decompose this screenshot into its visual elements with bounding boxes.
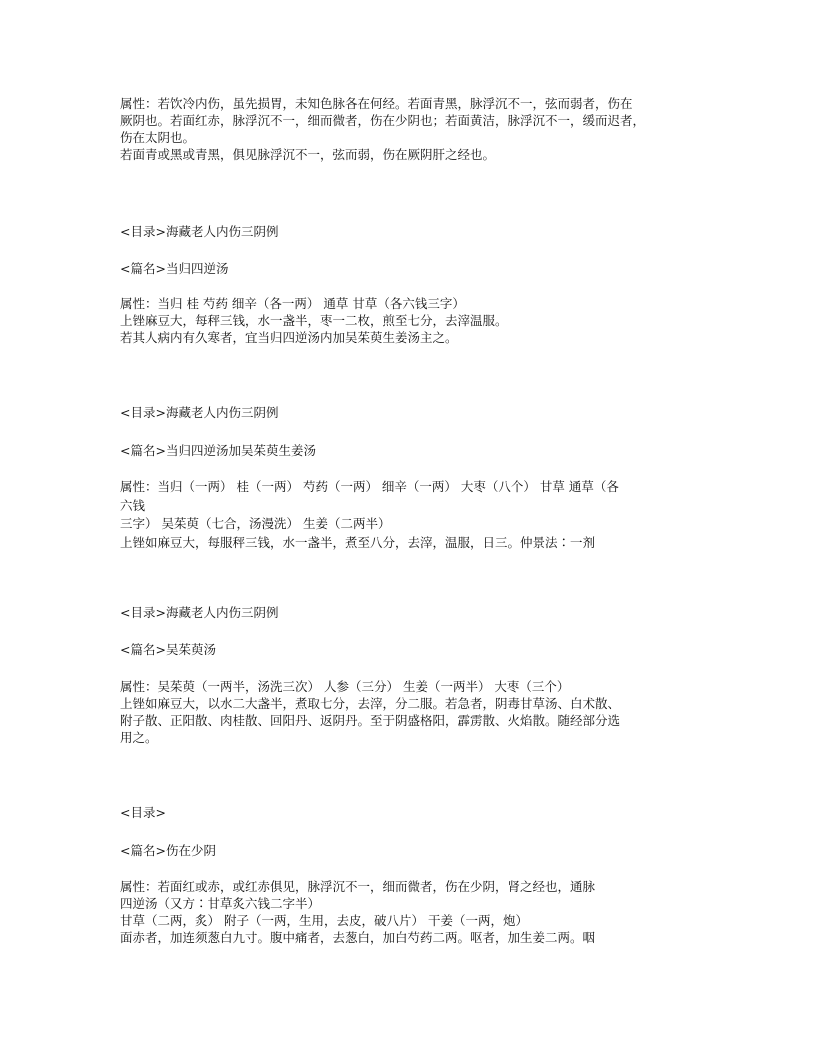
text-line: 若面青或黑或青黑，俱见脉浮沉不一，弦而弱，伤在厥阴肝之经也。 — [120, 147, 496, 162]
text-line: 六钱 — [120, 497, 146, 513]
text-line: 属性：若面红或赤，或红赤俱见，脉浮沉不一，细而微者，伤在少阴，肾之经也，通脉 — [120, 879, 596, 894]
text-line: 属性：吴茱萸（一两半，汤洗三次） 人参（三分） 生姜（一两半） 大枣（三个） — [120, 679, 570, 694]
section-5-catalog: <目录> — [120, 805, 166, 820]
text-line: 属性：若饮冷内伤，虽先损胃，未知色脉各在何经。若面青黑，脉浮沉不一，弦而弱者，伤在 — [120, 96, 633, 111]
section-2-title: <篇名>当归四逆汤 — [120, 261, 229, 276]
section-3-title: <篇名>当归四逆汤加吴茱萸生姜汤 — [120, 443, 316, 458]
section-3-attributes — [120, 478, 720, 552]
section-3-catalog: <目录>海藏老人内伤三阴例 — [120, 405, 279, 420]
text-line: 伤在太阴也。 — [120, 130, 196, 145]
section-5-title: <篇名>伤在少阴 — [120, 843, 216, 858]
section-1-attributes — [120, 95, 720, 163]
section-4-catalog: <目录>海藏老人内伤三阴例 — [120, 605, 279, 620]
section-5-attributes — [120, 878, 720, 946]
section-2-attributes — [120, 295, 720, 346]
text-line: 甘草（二两，炙） 附子（一两，生用，去皮，破八片） 干姜（一两，炮） — [120, 913, 528, 928]
text-line: 上锉麻豆大，每秤三钱，水一盏半，枣一二枚，煎至七分，去滓温服。 — [120, 313, 508, 328]
text-line: 厥阴也。若面红赤，脉浮沉不一，细而微者，伤在少阴也；若面黄洁，脉浮沉不一，缓而迟者， — [120, 113, 646, 128]
text-line: 上锉如麻豆大，每服秤三钱，水一盏半，煮至八分，去滓，温服，日三。仲景法∶一剂 — [120, 534, 596, 550]
section-4-attributes — [120, 678, 720, 746]
text-line: 若其人病内有久寒者，宜当归四逆汤内加吴茱萸生姜汤主之。 — [120, 330, 458, 345]
text-line: 上锉如麻豆大，以水二大盏半，煮取七分，去滓，分二服。若急者，阴毒甘草汤、白术散、 — [120, 696, 621, 711]
text-line: 三字） 吴茱萸（七合，汤漫洗） 生姜（二两半） — [120, 516, 391, 531]
text-line: 属性：当归 桂 芍药 细辛（各一两） 通草 甘草（各六钱三字） — [120, 296, 465, 311]
text-line: 属性：当归（一两） 桂（一两） 芍药（一两） 细辛（一两） 大枣（八个） 甘草 通草（各 — [120, 479, 619, 494]
text-line: 用之。 — [120, 730, 158, 745]
text-line: 四逆汤（又方∶甘草炙六钱二字半） — [120, 896, 321, 911]
text-line: 面赤者，加连须葱白九寸。腹中痛者，去葱白，加白芍药二两。呕者，加生姜二两。咽 — [120, 930, 596, 945]
text-line: 附子散、正阳散、肉桂散、回阳丹、返阴丹。至于阴盛格阳，霹雳散、火焰散。随经部分选 — [120, 713, 621, 728]
section-4-title: <篇名>吴茱萸汤 — [120, 642, 216, 657]
section-2-catalog: <目录>海藏老人内伤三阴例 — [120, 224, 279, 239]
